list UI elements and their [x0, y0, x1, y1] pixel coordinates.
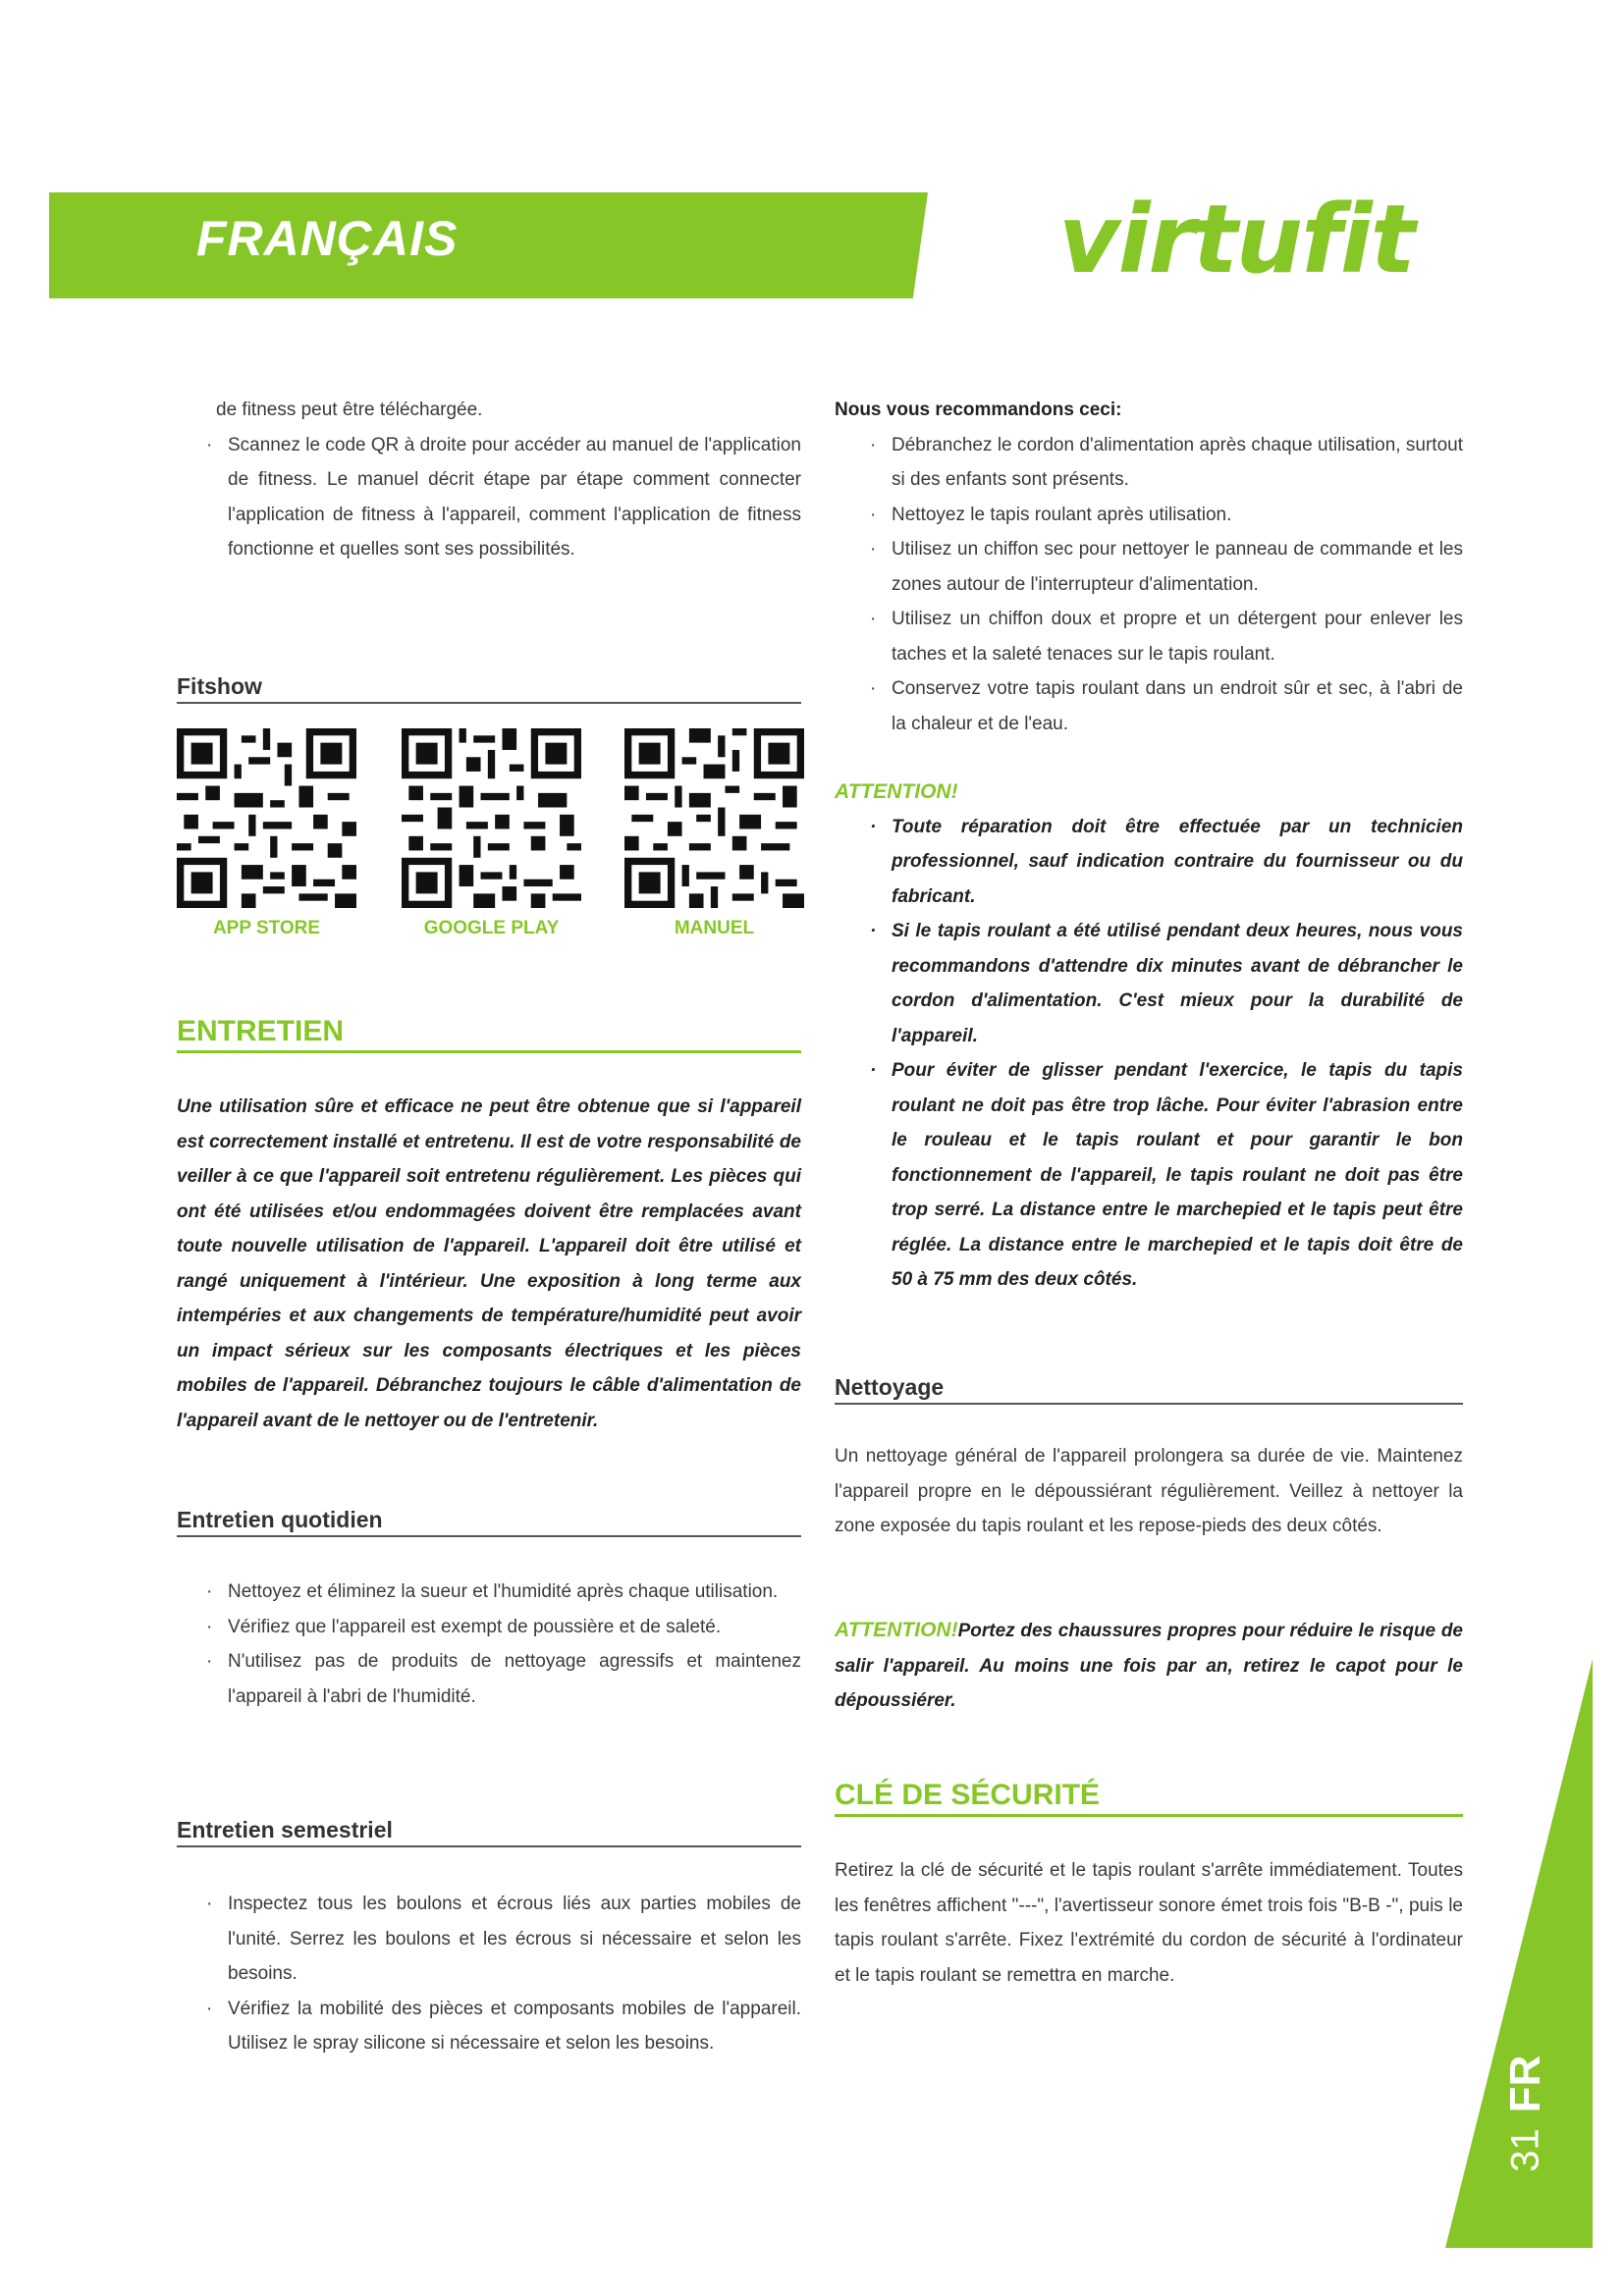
cleaning-text: Un nettoyage général de l'appareil prolongera sa durée de vie. Maintenez l'appareil propre en le dépoussiérant régulièrement. Veillez à nettoyer la zone exposée du tapis roulant et les repose-pieds des deux côtés.	[835, 1446, 1463, 1536]
bullet-dot: ·	[870, 504, 877, 525]
list-item	[835, 498, 1463, 533]
list-item	[835, 532, 1463, 602]
bullet-dot: ·	[870, 678, 877, 699]
safety-key-text: Retirez la clé de sécurité et le tapis roulant s'arrête immédiatement. Toutes les fenêtres affichent "---", l'avertisseur sonore émet trois fois "B-B -", puis le tapis roulant s'arrête. Fixez l'extrémité du cordon de sécurité à l'ordinateur et le tapis roulant se remettra en marche.	[835, 1860, 1463, 1986]
language-code: FR	[1501, 2055, 1549, 2113]
bullet-dot: ·	[870, 434, 877, 455]
list-item-text: Conservez votre tapis roulant dans un endroit sûr et sec, à l'abri de la chaleur et de l'eau.	[892, 678, 1463, 734]
recommend-heading: Nous vous recommandons ceci:	[835, 400, 1122, 420]
qr-code-icon[interactable]	[402, 728, 581, 908]
list-item-text: Débranchez le cordon d'alimentation après chaque utilisation, surtout si des enfants sont présents.	[892, 434, 1463, 490]
side-label	[1490, 2055, 1549, 2197]
list-item-text: Utilisez un chiffon doux et propre et un détergent pour enlever les taches et la saleté tenaces sur le tapis roulant.	[892, 609, 1463, 665]
entretien-block	[177, 1090, 801, 1438]
bullet-dot: ·	[206, 1651, 213, 1672]
daily-heading: Entretien quotidien	[177, 1507, 801, 1537]
bullet-dot: ·	[870, 816, 877, 837]
bullet-dot: ·	[206, 1581, 213, 1602]
bullet-dot: ·	[870, 539, 877, 560]
list-item	[835, 602, 1463, 671]
attention2-text: Portez des chaussures propres pour réduire le risque de salir l'appareil. Au moins une fois par an, retirez le capot pour le dépoussiérer.	[835, 1621, 1463, 1711]
bullet-dot: ·	[870, 609, 877, 629]
qr-label-google-play: GOOGLE PLAY	[423, 918, 560, 938]
list-item	[177, 1887, 801, 1992]
bullet-dot: ·	[206, 1998, 213, 2019]
list-item	[835, 428, 1463, 498]
qr-code-icon[interactable]	[624, 728, 804, 908]
qr-code-icon[interactable]	[177, 728, 356, 908]
intro-bullet-text: Scannez le code QR à droite pour accéder au manuel de l'application de fitness. Le manuel décrit étape par étape comment connecter l'application de fitness à l'appareil, comment l'application de fitness fonctionne et quelles sont ses possibilités.	[228, 434, 801, 560]
list-item-text: Vérifiez la mobilité des pièces et composants mobiles de l'appareil. Utilisez le spray silicone si nécessaire et selon les besoins.	[228, 1998, 801, 2054]
page-number: 31	[1503, 2128, 1547, 2172]
bullet-dot: ·	[206, 434, 213, 455]
bullet-dot: ·	[870, 1060, 877, 1081]
cleaning-block	[835, 1439, 1463, 1544]
list-item	[177, 1992, 801, 2061]
list-item-text: Utilisez un chiffon sec pour nettoyer le panneau de commande et les zones autour de l'interrupteur d'alimentation.	[892, 539, 1463, 595]
list-item	[835, 671, 1463, 741]
list-item-text: Nettoyez et éliminez la sueur et l'humidité après chaque utilisation.	[228, 1581, 779, 1602]
list-item	[177, 1610, 801, 1645]
intro-block	[177, 393, 801, 567]
list-item-text: Nettoyez le tapis roulant après utilisation.	[892, 504, 1232, 525]
safety-key-heading: CLÉ DE SÉCURITÉ	[835, 1779, 1463, 1817]
list-item	[835, 914, 1463, 1053]
list-item	[835, 1053, 1463, 1298]
cleaning-heading: Nettoyage	[835, 1374, 1463, 1405]
attention2-label: ATTENTION!	[835, 1619, 958, 1641]
list-item-text: N'utilisez pas de produits de nettoyage agressifs et maintenez l'appareil à l'abri de l'humidité.	[228, 1651, 801, 1707]
list-item	[177, 1644, 801, 1714]
page-title: FRANÇAIS	[196, 211, 459, 266]
recommend-block	[835, 393, 1463, 741]
daily-list	[177, 1575, 801, 1714]
bullet-dot: ·	[870, 921, 877, 941]
list-item-text: Si le tapis roulant a été utilisé pendant deux heures, nous vous recommandons d'attendre dix minutes avant de débrancher le cordon d'alimentation. C'est mieux pour la durabilité de l'appareil.	[892, 921, 1463, 1046]
list-item	[835, 810, 1463, 915]
qr-label-manuel: MANUEL	[674, 918, 755, 938]
bullet-dot: ·	[206, 1616, 213, 1637]
qr-label-app-store: APP STORE	[212, 918, 321, 938]
attention-block	[835, 774, 1463, 1298]
entretien-text: Une utilisation sûre et efficace ne peut être obtenue que si l'appareil est correctement installé et entretenu. Il est de votre responsabilité de veiller à ce que l'appareil soit entretenu régulièrement. Les pièces qui ont été utilisées et/ou endommagées doivent être remplacées avant toute nouvelle utilisation de l'appareil. L'appareil doit être utilisé et rangé uniquement à l'intérieur. Une exposition à long terme aux intempéries et aux changements de température/humidité peut avoir un impact sérieux sur les composants électriques et les pièces mobiles de l'appareil. Débranchez toujours le câble d'alimentation de l'appareil avant de le nettoyer ou de l'entretenir.	[177, 1096, 801, 1431]
list-item-text: Inspectez tous les boulons et écrous liés aux parties mobiles de l'unité. Serrez les boulons et les écrous si nécessaire et selon les besoins.	[228, 1894, 801, 1984]
safety-key-block	[835, 1853, 1463, 1993]
list-item	[177, 1575, 801, 1610]
list-item-text: Vérifiez que l'appareil est exempt de poussière et de saleté.	[228, 1616, 722, 1637]
intro-bullet	[177, 428, 801, 567]
bullet-dot: ·	[206, 1894, 213, 1914]
semester-list	[177, 1887, 801, 2061]
semester-heading: Entretien semestriel	[177, 1817, 801, 1847]
list-item-text: Toute réparation doit être effectuée par un technicien professionnel, sauf indication contraire du fournisseur ou du fabricant.	[892, 816, 1463, 907]
attention-label: ATTENTION!	[835, 780, 958, 803]
attention2-block	[835, 1613, 1463, 1719]
entretien-heading: ENTRETIEN	[177, 1015, 801, 1053]
header-band	[49, 192, 928, 298]
intro-line: de fitness peut être téléchargée.	[216, 400, 483, 420]
list-item-text: Pour éviter de glisser pendant l'exercice, le tapis du tapis roulant ne doit pas être trop lâche. Pour éviter l'abrasion entre le rouleau et le tapis roulant et pour garantir le bon fonctionnement de l'appareil, le tapis roulant ne doit pas être trop serré. La distance entre le marchepied et le tapis peut être réglée. La distance entre le marchepied et le tapis doit être de 50 à 75 mm des deux côtés.	[892, 1060, 1463, 1290]
brand-logo: virtufit	[1058, 185, 1414, 294]
fitshow-heading: Fitshow	[177, 673, 801, 704]
